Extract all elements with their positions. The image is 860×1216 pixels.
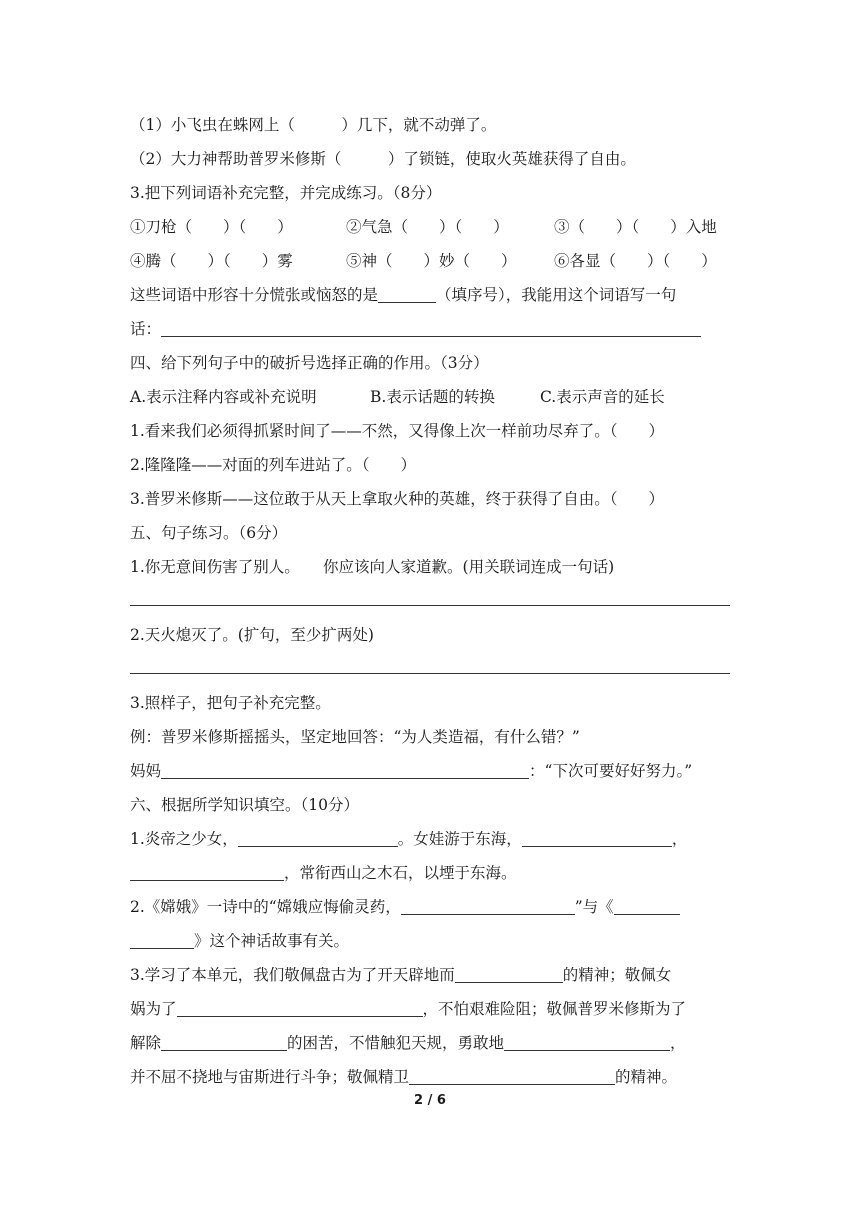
fill-text: 的困苦，不惜触犯天规，勇敢地 — [287, 1034, 505, 1052]
answer-blank[interactable] — [504, 1032, 670, 1051]
section-3-title: 3.把下列词语补充完整，并完成练习。（8分） — [130, 184, 442, 202]
section-3-question-text-2: （填序号），我能用这个词语写一句 — [436, 286, 677, 304]
mom-label: 妈妈 — [130, 762, 162, 780]
answer-blank[interactable] — [130, 930, 194, 949]
answer-blank[interactable] — [401, 896, 575, 915]
example-sentence: 例：普罗米修斯摇摇头，坚定地回答：“为人类造福，有什么错？” — [130, 728, 580, 746]
fill-text: 娲为了 — [130, 1000, 177, 1018]
word-item-1: ①刀枪（ ）（ ） — [130, 218, 293, 236]
answer-blank[interactable] — [177, 998, 423, 1017]
page-number: 2 / 6 — [414, 1093, 446, 1108]
fill-text: 并不屈不挠地与宙斯进行斗争；敬佩精卫 — [130, 1068, 410, 1086]
question-2: （2）大力神帮助普罗米修斯（ ）了锁链，使取火英雄获得了自由。 — [130, 150, 636, 168]
fill-3-line-a — [130, 958, 730, 992]
practice-2: 2.天火熄灭了。(扩句，至少扩两处) — [130, 626, 374, 644]
fill-text: 1.炎帝之少女， — [130, 830, 238, 848]
answer-line-2[interactable] — [130, 652, 730, 686]
dash-question-2: 2.隆隆隆——对面的列车进站了。（ ） — [130, 456, 417, 474]
answer-blank[interactable] — [130, 862, 284, 881]
answer-blank[interactable] — [455, 964, 563, 983]
fill-3-line-b — [130, 992, 730, 1026]
sentence-label: 话： — [130, 320, 162, 338]
fill-text: ， — [670, 1034, 686, 1052]
fill-text: 2.《嫦娥》一诗中的“嫦娥应悔偷灵药， — [130, 898, 401, 916]
word-item-3: ③（ ）（ ）入地 — [554, 218, 717, 236]
word-item-4: ④腾（ ）（ ）雾 — [130, 252, 293, 270]
practice-3: 3.照样子，把句子补充完整。 — [130, 694, 331, 712]
option-a: A.表示注释内容或补充说明 — [130, 388, 317, 406]
option-b: B.表示话题的转换 — [370, 388, 495, 406]
answer-blank[interactable] — [161, 1032, 287, 1051]
answer-blank[interactable] — [161, 318, 701, 337]
dash-options — [130, 380, 730, 414]
fill-text: 的精神。 — [615, 1068, 678, 1086]
answer-blank[interactable] — [614, 896, 680, 915]
fill-text: 3.学习了本单元，我们敬佩盘古为了开天辟地而 — [130, 966, 455, 984]
fill-text: 》这个神话故事有关。 — [194, 932, 350, 950]
answer-blank[interactable] — [409, 1066, 615, 1085]
fill-3-line-c — [130, 1026, 730, 1060]
answer-blank[interactable] — [161, 760, 529, 779]
fill-1-line-b — [130, 856, 730, 890]
dash-question-1: 1.看来我们必须得抓紧时间了——不然，又得像上次一样前功尽弃了。（ ） — [130, 422, 665, 440]
fill-text: 解除 — [130, 1034, 162, 1052]
word-item-2: ②气急（ ）（ ） — [346, 218, 509, 236]
answer-blank[interactable] — [238, 828, 398, 847]
section-3-question-text: 这些词语中形容十分慌张或恼怒的是 — [130, 286, 379, 304]
dash-question-3: 3.普罗米修斯——这位敢于从天上拿取火种的英雄，终于获得了自由。（ ） — [130, 490, 665, 508]
fill-2-line-a — [130, 890, 730, 924]
answer-line-1[interactable] — [130, 584, 730, 618]
answer-blank[interactable] — [378, 284, 436, 303]
fill-3-line-d — [130, 1060, 730, 1094]
section-4-title: 四、给下列句子中的破折号选择正确的作用。（3分） — [130, 354, 489, 372]
worksheet-content — [130, 108, 730, 1094]
fill-text: ”与《 — [574, 898, 614, 916]
fill-text: ，常衔西山之木石，以堙于东海。 — [284, 864, 517, 882]
option-c: C.表示声音的延长 — [540, 388, 665, 406]
fill-text: ，不怕艰难险阻；敬佩普罗米修斯为了 — [422, 1000, 687, 1018]
fill-text: ， — [671, 830, 688, 848]
section-6-title: 六、根据所学知识填空。（10分） — [130, 796, 359, 814]
fill-text: 的精神；敬佩女 — [562, 966, 672, 984]
word-item-6: ⑥各显（ ）（ ） — [554, 252, 717, 270]
word-item-5: ⑤神（ ）妙（ ） — [346, 252, 517, 270]
section-5-title: 五、句子练习。（6分） — [130, 524, 288, 542]
fill-2-line-b — [130, 924, 730, 958]
section-3-question — [130, 278, 730, 312]
practice-1: 1.你无意间伤害了别人。 你应该向人家道歉。(用关联词连成一句话) — [130, 558, 615, 576]
fill-1-line-a — [130, 822, 730, 856]
mom-quote: ：“下次可要好好努力。” — [529, 762, 693, 780]
fill-text: 。女娃游于东海， — [397, 830, 522, 848]
answer-blank[interactable] — [522, 828, 672, 847]
section-3-sentence — [130, 312, 730, 346]
mom-sentence — [130, 754, 730, 788]
word-row-1 — [130, 210, 730, 244]
word-row-2 — [130, 244, 730, 278]
question-1: （1）小飞虫在蛛网上（ ）几下，就不动弹了。 — [130, 116, 497, 134]
